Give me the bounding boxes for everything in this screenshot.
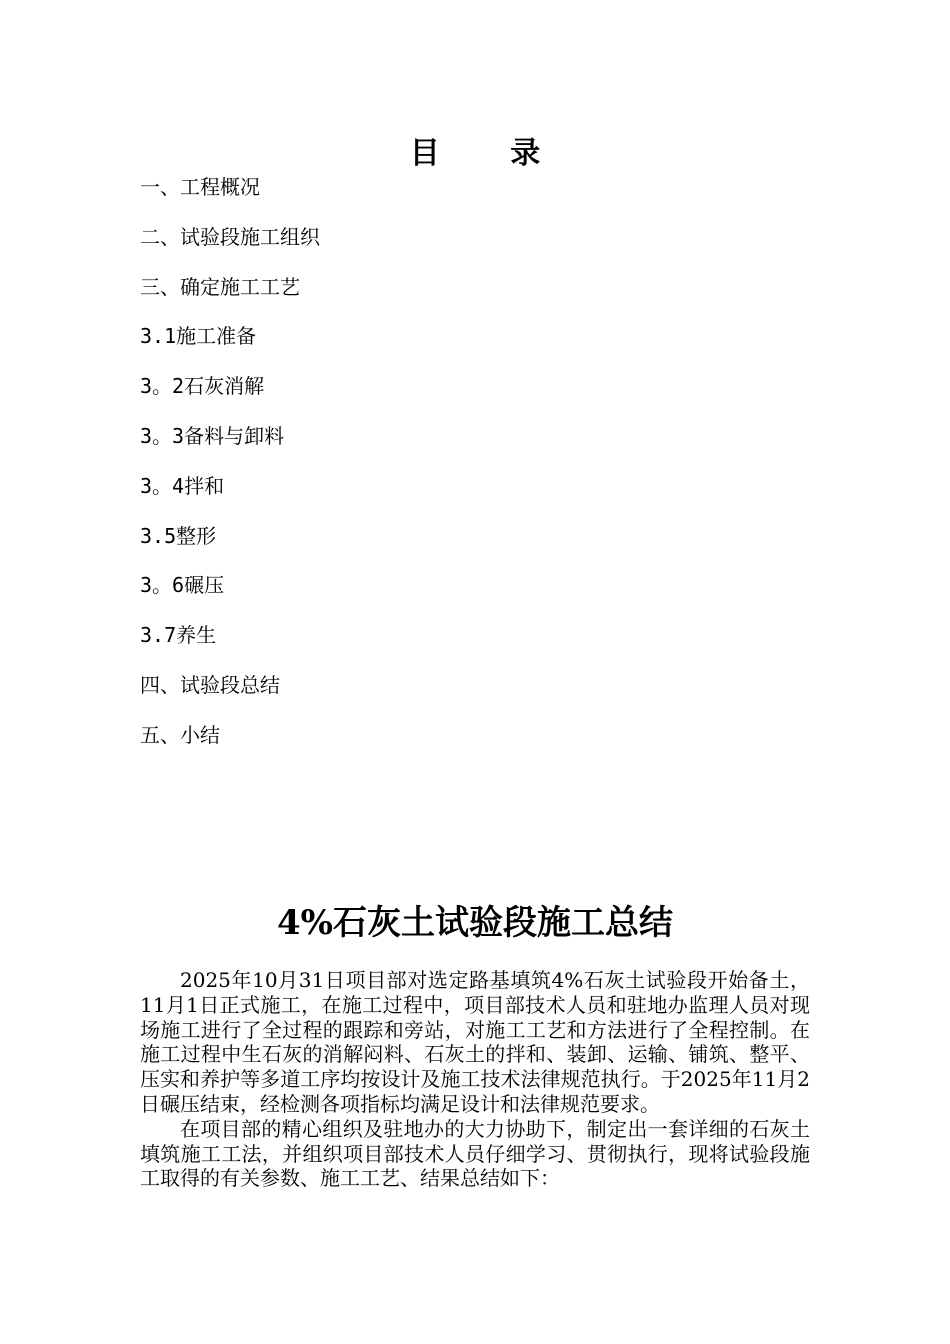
toc-list (140, 170, 320, 768)
body-paragraph: 2025年10月31日项目部对选定路基填筑4%石灰土试验段开始备土，11月1日正式施工，在施工过程中，项目部技术人员和驻地办监理人员对现场施工进行了全过程的跟踪和旁站，对施工工艺和方法进行了全程控制。在施工过程中生石灰的消解闷料、石灰土的拌和、装卸、运输、铺筑、整平、压实和养护等多道工序均按设计及施工技术法律规范执行。于2025年11月2日碾压结束，经检测各项指标均满足设计和法律规范要求。 (140, 968, 810, 1116)
toc-item[interactable]: 三、确定施工工艺 (140, 274, 300, 299)
toc-item[interactable]: 3。6碾压 (140, 573, 225, 598)
toc-title: 目 录 (409, 136, 571, 171)
body-paragraph: 在项目部的精心组织及驻地办的大力协助下，制定出一套详细的石灰土填筑施工工法，并组织项目部技术人员仔细学习、贯彻执行，现将试验段施工取得的有关参数、施工工艺、结果总结如下： (140, 1116, 810, 1191)
toc-item[interactable]: 3。2石灰消解 (140, 374, 265, 399)
document-title: 4%石灰土试验段施工总结 (277, 903, 673, 943)
toc-item[interactable]: 3.7养生 (140, 623, 217, 648)
toc-item[interactable]: 3.5整形 (140, 523, 217, 548)
toc-item[interactable]: 3.1施工准备 (140, 324, 257, 349)
toc-item[interactable]: 二、试验段施工组织 (140, 224, 320, 249)
toc-item[interactable]: 四、试验段总结 (140, 672, 280, 697)
document-body (140, 968, 810, 1191)
toc-item[interactable]: 3。4拌和 (140, 473, 225, 498)
toc-item[interactable]: 五、小结 (140, 722, 220, 747)
toc-item[interactable]: 3。3备料与卸料 (140, 423, 285, 448)
toc-item[interactable]: 一、工程概况 (140, 175, 260, 199)
